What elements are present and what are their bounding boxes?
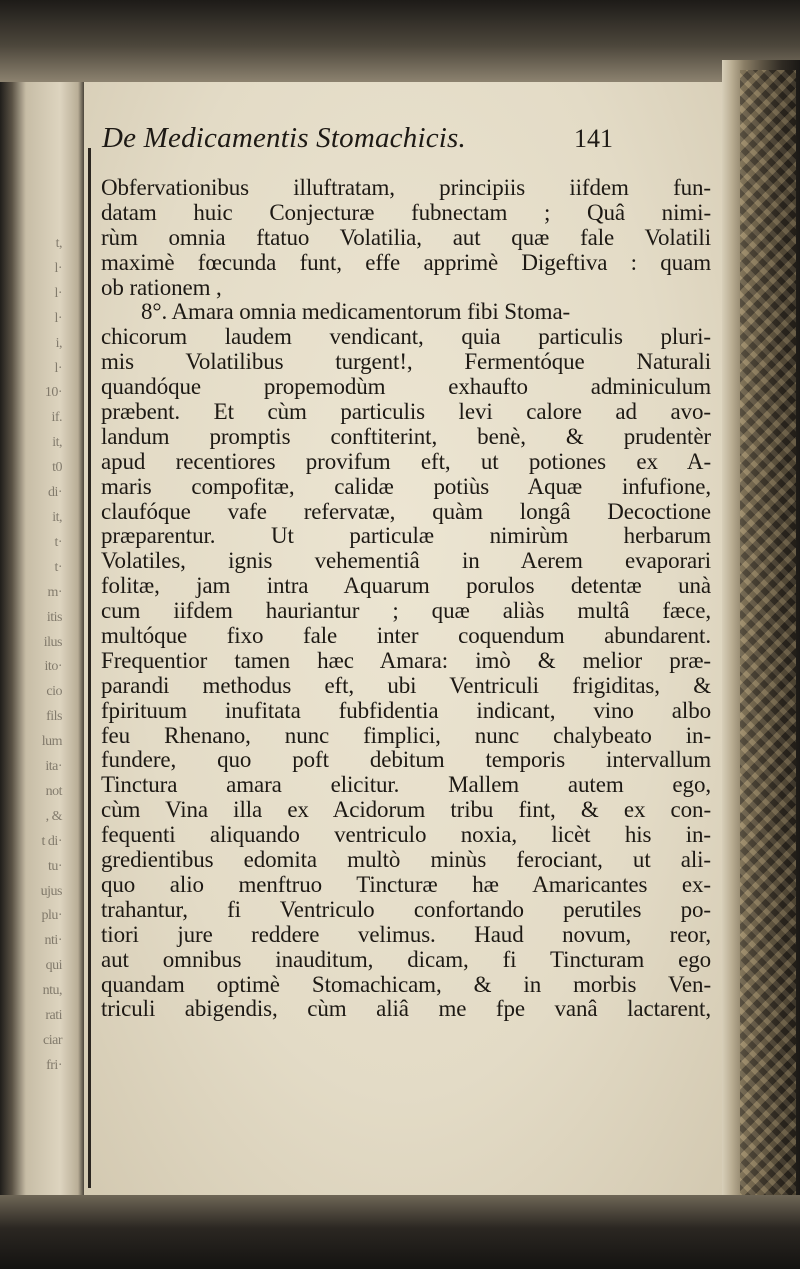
text-line: landum promptis conftiterint, benè, & prudentèr: [101, 423, 711, 449]
text-line: chicorum laudem vendicant, quia particulis pluri-: [101, 324, 711, 350]
text-line: Frequentior tamen hæc Amara: imò & melior præ-: [101, 647, 711, 673]
text-line: cùm Vina illa ex Acidorum tribu fint, & ex con-: [101, 797, 711, 823]
marbled-edge: [740, 70, 796, 1200]
body-text: [101, 176, 711, 1022]
text-line: fundere, quo poft debitum temporis intervallum: [101, 747, 711, 773]
text-line: folitæ, jam intra Aquarum porulos detentæ unà: [101, 573, 711, 599]
text-line: fequenti aliquando ventriculo noxia, licèt his in-: [101, 822, 711, 848]
running-title: De Medicamentis Stomachicis.: [102, 122, 466, 154]
text-line: multóque fixo fale inter coquendum abundarent.: [101, 623, 711, 649]
text-line: trahantur, fi Ventriculo confortando perutiles po-: [101, 896, 711, 922]
text-line: aut omnibus inauditum, dicam, fi Tincturam ego: [101, 946, 711, 972]
text-line: triculi abigendis, cùm aliâ me fpe vanâ lactarent,: [101, 996, 711, 1022]
text-line: Obfervationibus illuftratam, principiis iifdem fun-: [101, 175, 711, 200]
text-line: quo alio menftruo Tincturæ hæ Amaricantes ex-: [101, 871, 711, 897]
gutter-shadow: [88, 148, 91, 1188]
text-line: fpirituum inufitata fubfidentia indicant, vino albo: [101, 697, 711, 723]
text-line: cum iifdem hauriantur ; quæ aliàs multâ fæce,: [101, 598, 711, 624]
text-line: Tinctura amara elicitur. Mallem autem ego,: [101, 772, 711, 798]
text-line: quandóque propemodùm exhaufto adminiculum: [101, 374, 711, 400]
bottom-edge: [0, 1195, 800, 1269]
text-line: rùm omnia ftatuo Volatilia, aut quæ fale Volatili: [101, 224, 711, 250]
text-line: claufóque vafe refervatæ, quàm longâ Decoctione: [101, 498, 711, 524]
text-line: maximè fœcunda funt, effe apprimè Digeftiva : quam: [101, 249, 711, 275]
text-line: apud recentiores provifum eft, ut potiones ex A-: [101, 448, 711, 474]
text-line: mis Volatilibus turgent!, Fermentóque Naturali: [101, 349, 711, 375]
text-line: gredientibus edomita multò minùs ferociant, ut ali-: [101, 847, 711, 873]
page-header: [100, 116, 660, 162]
text-line: tiori jure reddere velimus. Haud novum, reor,: [101, 921, 711, 947]
top-edge: [0, 0, 800, 82]
text-line: datam huic Conjecturæ fubnectam ; Quâ nimi-: [101, 199, 711, 225]
text-line: feu Rhenano, nunc fimplici, nunc chalybeato in-: [101, 722, 711, 748]
text-line: quandam optimè Stomachicam, & in morbis Ven-: [101, 971, 711, 997]
text-line: parandi methodus eft, ubi Ventriculi frigiditas, &: [101, 672, 711, 698]
text-line: Volatiles, ignis vehementiâ in Aerem evaporari: [101, 548, 711, 574]
text-line: præbent. Et cùm particulis levi calore ad avo-: [101, 399, 711, 425]
text-line: præparentur. Ut particulæ nimirùm herbarum: [101, 523, 711, 549]
text-line: maris compofitæ, calidæ potiùs Aquæ infufione,: [101, 473, 711, 499]
text-line: 8°. Amara omnia medicamentorum fibi Stoma-: [141, 299, 571, 325]
facing-page-fragments: t, l· l· l· i, l· 10· if. it, t0 di· it, t· t· m· itis ilus ito· cio fils lum ita· not , & t di· tu· ujus plu· nti· qui ntu, rati ciar fri·: [40, 236, 62, 1073]
text-line: ob rationem ,: [101, 274, 222, 300]
page-number: 141: [574, 124, 613, 153]
left-margin-facing-page: [0, 82, 84, 1195]
